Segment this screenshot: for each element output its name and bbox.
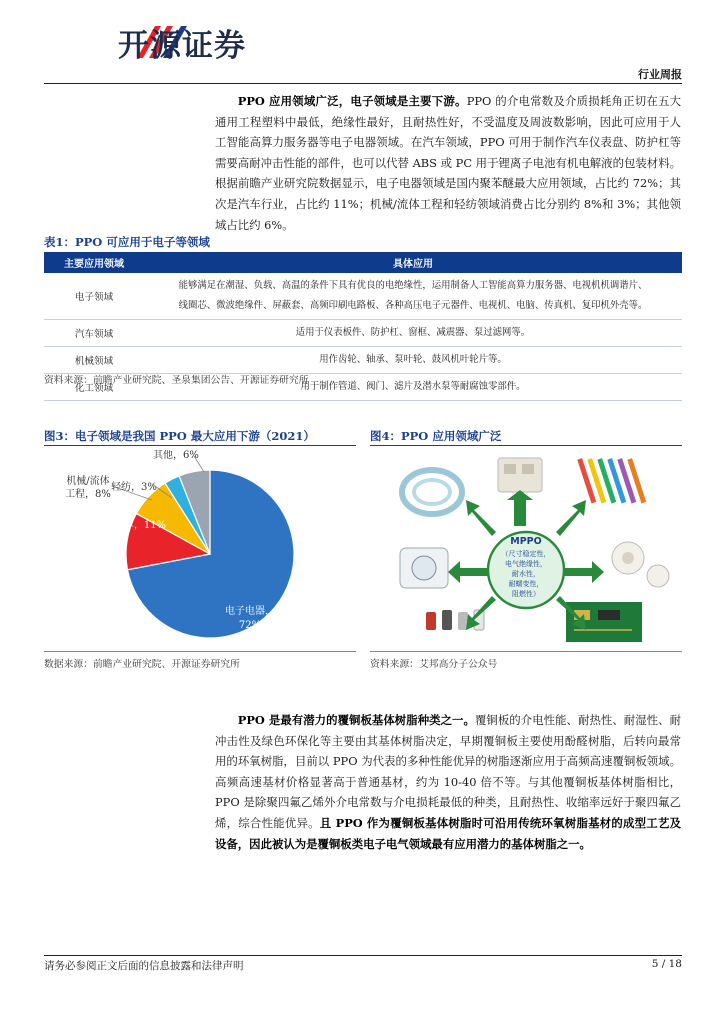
table-cell-field: 机械领域 (44, 347, 144, 374)
arrow-icon (507, 490, 533, 526)
disclaimer-note: 请务必参阅正文后面的信息披露和法律声明 (44, 960, 244, 972)
figure3-top-rule (44, 445, 356, 446)
arrow-icon (466, 500, 496, 536)
product-gear-parts-image (612, 542, 669, 587)
arrow-icon (564, 561, 604, 583)
brand-name: 开源证券 (118, 28, 246, 64)
header-divider (44, 83, 682, 84)
figure4-bottom-rule (370, 651, 682, 652)
pie-label-2-pct: 工程，8% (65, 489, 111, 500)
table-cell-field: 汽车领域 (44, 320, 144, 347)
pie-chart (44, 450, 356, 648)
table-cell-line: 用于制作管道、阀门、滤片及潜水泵等耐腐蚀零部件。 (300, 381, 526, 392)
product-tubing-image (402, 470, 462, 514)
figure3-bottom-rule (44, 651, 356, 652)
mppo-center-line: 电气绝缘性， (505, 560, 547, 568)
mppo-center-line: 阻燃性） (512, 590, 540, 598)
paragraph-lead: PPO 是最有潜力的覆铜板基体树脂种类之一。 (237, 713, 475, 727)
report-type: 行业周报 (638, 68, 682, 81)
table-cell-detail (144, 347, 682, 374)
product-colored-rods-image (577, 458, 646, 503)
table-cell-line: 用作齿轮、轴承、泵叶轮、鼓风机叶轮片等。 (319, 354, 507, 365)
product-plugs-image (426, 610, 484, 630)
pie-label-3: 轻纺，3% (111, 482, 157, 493)
paragraph-lead: PPO 应用领域广泛，电子领域是主要下游。 (237, 94, 467, 108)
paragraph-body: PPO 的介电常数及介质损耗角正切在五大通用工程塑料中最低，绝缘性最好，且耐热性好，不受温度及周波数影响，因此可应用于人工智能高算力服务器等电子电器领域。在汽车领域，PPO 可用于制作汽车仪表盘、防护杠等需要高耐冲击性能的部件，也可以代替 ABS 或 PC 用于锂离子电池有机电解液的包装材料。根据前瞻产业研究院数据显示，电子电器领域是国内聚苯醚最大应用领域，占比约 72%；其次是汽车行业，占比约 11%；机械/流体工程和轻纺领域消费占比分别约 8%和 3%；其他领域占比约 6%。 (215, 94, 681, 232)
pie-label-2-label: 机械/流体 (66, 476, 110, 487)
mppo-center-line: （尺寸稳定性， (501, 550, 551, 558)
product-connector-blocks-image (498, 458, 542, 492)
paragraph-body: 覆铜板的介电性能、耐热性、耐湿性、耐冲击性及绿色环保化等主要由其基体树脂决定，早期覆铜板主要使用酚醛树脂，后转向最常用的环氧树脂，目前以 PPO 为代表的多种性能优异的树脂逐渐应用于高频高速覆铜板领域。高频高速基材价格显著高于普通基材，约为 10-40 倍不等。与其他覆铜板基体树脂相比，PPO 是除聚四氟乙烯外介电常数与介电损耗最低的种类，且耐热性、收缩率远好于聚四氟乙烯，综合性能优异。 (215, 713, 681, 830)
pie-label-1: 汽车，11% (113, 520, 167, 531)
table-title: 表1：PPO 可应用于电子等领域 (44, 235, 210, 249)
arrow-icon (556, 500, 586, 536)
pie-label-0-pct: 72% (238, 620, 262, 631)
paragraph-conclusion: 且 PPO 作为覆铜板基体树脂时可沿用传统环氧树脂基材的成型工艺及设备，因此被认为是覆铜板类电子电气领域最有应用潜力的基体树脂之一。 (215, 815, 681, 851)
page-number: 5 / 18 (651, 958, 682, 970)
table-cell-field: 电子领域 (44, 273, 144, 320)
pie-label-4: 其他，6% (153, 450, 199, 461)
arrow-icon (448, 561, 488, 583)
ppo-application-diagram (370, 450, 682, 648)
figure4-source: 资料来源：艾邦高分子公众号 (370, 659, 498, 670)
product-water-meter-image (400, 548, 448, 588)
pie-leader-line-4 (194, 456, 204, 472)
table-row (44, 273, 682, 320)
figure4-title: 图4：PPO 应用领域广泛 (370, 429, 502, 443)
table-cell-detail (144, 320, 682, 347)
pie-label-0-label: 电子电器， (225, 606, 275, 617)
mppo-center-title: MPPO (510, 536, 542, 547)
mppo-center-line: 耐蠕变性， (508, 580, 544, 588)
figure3-title: 图3：电子领域是我国 PPO 最大应用下游（2021） (44, 429, 315, 443)
table-header-field: 主要应用领域 (44, 252, 144, 273)
table-row (44, 320, 682, 347)
table-row (44, 347, 682, 374)
footer-divider (44, 955, 682, 956)
mppo-center-line: 耐水性， (512, 570, 540, 578)
table-cell-line: 适用于仪表板件、防护杠、窗框、减震器、泵过滤网等。 (295, 327, 531, 338)
figure4-top-rule (370, 445, 682, 446)
table-cell-detail (144, 273, 682, 320)
table-cell-line: 能够满足在潮湿、负载、高温的条件下具有优良的电绝缘性，运用制备人工智能高算力服务器、电视机机调谐片、 (178, 280, 648, 291)
figure3-source: 数据来源：前瞻产业研究院、开源证券研究所 (44, 659, 240, 670)
table-cell-field: 化工领域 (44, 374, 144, 401)
paragraph-ccl-resin (215, 710, 681, 854)
table-cell-line: 线圈芯、微波绝缘件、屏蔽套、高频印刷电路板、各种高压电子元器件、电视机、电脑、传真机、复印机外壳等。 (178, 300, 648, 311)
table-header-detail: 具体应用 (144, 252, 682, 273)
table-source: 资料来源：前瞻产业研究院、圣泉集团公告、开源证券研究所 (44, 375, 309, 386)
paragraph-ppo-applications (215, 91, 681, 235)
